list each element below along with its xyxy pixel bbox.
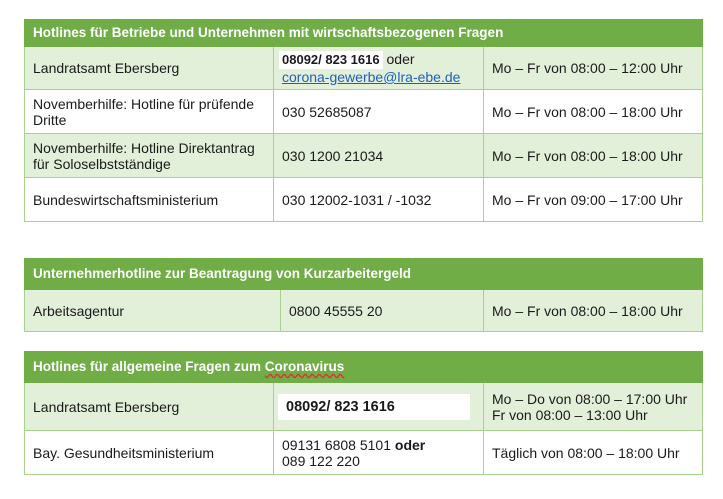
section-title-prefix: Hotlines für allgemeine Fragen zum	[33, 359, 265, 374]
phone-number: 08092/ 823 1616	[278, 394, 470, 420]
general-hotlines-table	[24, 351, 703, 475]
phone-number: 08092/ 823 1616	[279, 51, 383, 69]
table-row	[25, 90, 703, 134]
contact-phone	[274, 383, 484, 431]
contact-phone: 030 12002-1031 / -1032	[274, 178, 484, 222]
section-title-keyword: Coronavirus	[264, 359, 345, 374]
phone-number-alt: 089 122 220	[282, 452, 360, 469]
hours-line-2: Fr von 08:00 – 13:00 Uhr	[492, 406, 648, 423]
phone-connector: oder	[382, 51, 415, 67]
contact-hours: Mo – Fr von 08:00 – 18:00 Uhr	[484, 290, 703, 332]
contact-hours: Mo – Fr von 09:00 – 17:00 Uhr	[484, 178, 703, 222]
short-time-work-table	[24, 258, 703, 332]
contact-hours: Mo – Fr von 08:00 – 18:00 Uhr	[484, 90, 703, 134]
business-hotlines-table	[24, 19, 703, 222]
contact-hours: Mo – Fr von 08:00 – 12:00 Uhr	[484, 47, 703, 90]
table-row	[25, 290, 703, 332]
contact-name: Landratsamt Ebersberg	[25, 47, 274, 90]
table-row	[25, 431, 703, 475]
contact-name: Bay. Gesundheitsministerium	[25, 431, 274, 475]
contact-name: Novemberhilfe: Hotline Direktantrag für Soloselbstständige	[25, 134, 274, 178]
contact-phone: 030 1200 21034	[274, 134, 484, 178]
section-title	[25, 352, 703, 383]
contact-hours	[484, 383, 703, 431]
contact-phone	[274, 431, 484, 475]
table-row	[25, 47, 703, 90]
contact-name: Novemberhilfe: Hotline für prüfende Dritte	[25, 90, 274, 134]
contact-name: Arbeitsagentur	[25, 290, 281, 332]
contact-hours: Täglich von 08:00 – 18:00 Uhr	[484, 431, 703, 475]
contact-phone	[274, 47, 484, 90]
table-header	[25, 352, 703, 383]
table-row	[25, 134, 703, 178]
table-row	[25, 383, 703, 431]
email-link[interactable]: corona-gewerbe@lra-ebe.de	[282, 69, 461, 85]
hours-line-1: Mo – Do von 08:00 – 17:00 Uhr	[492, 390, 688, 407]
contact-hours: Mo – Fr von 08:00 – 18:00 Uhr	[484, 134, 703, 178]
contact-name: Bundeswirtschaftsministerium	[25, 178, 274, 222]
section-title: Unternehmerhotline zur Beantragung von Kurzarbeitergeld	[25, 259, 703, 290]
phone-connector: oder	[391, 436, 426, 453]
contact-name: Landratsamt Ebersberg	[25, 383, 274, 431]
phone-number: 09131 6808 5101	[282, 436, 391, 453]
section-title: Hotlines für Betriebe und Unternehmen mit wirtschaftsbezogenen Fragen	[25, 20, 703, 47]
table-header	[25, 20, 703, 47]
contact-phone: 0800 45555 20	[281, 290, 484, 332]
table-row	[25, 178, 703, 222]
contact-phone: 030 52685087	[274, 90, 484, 134]
table-header	[25, 259, 703, 290]
